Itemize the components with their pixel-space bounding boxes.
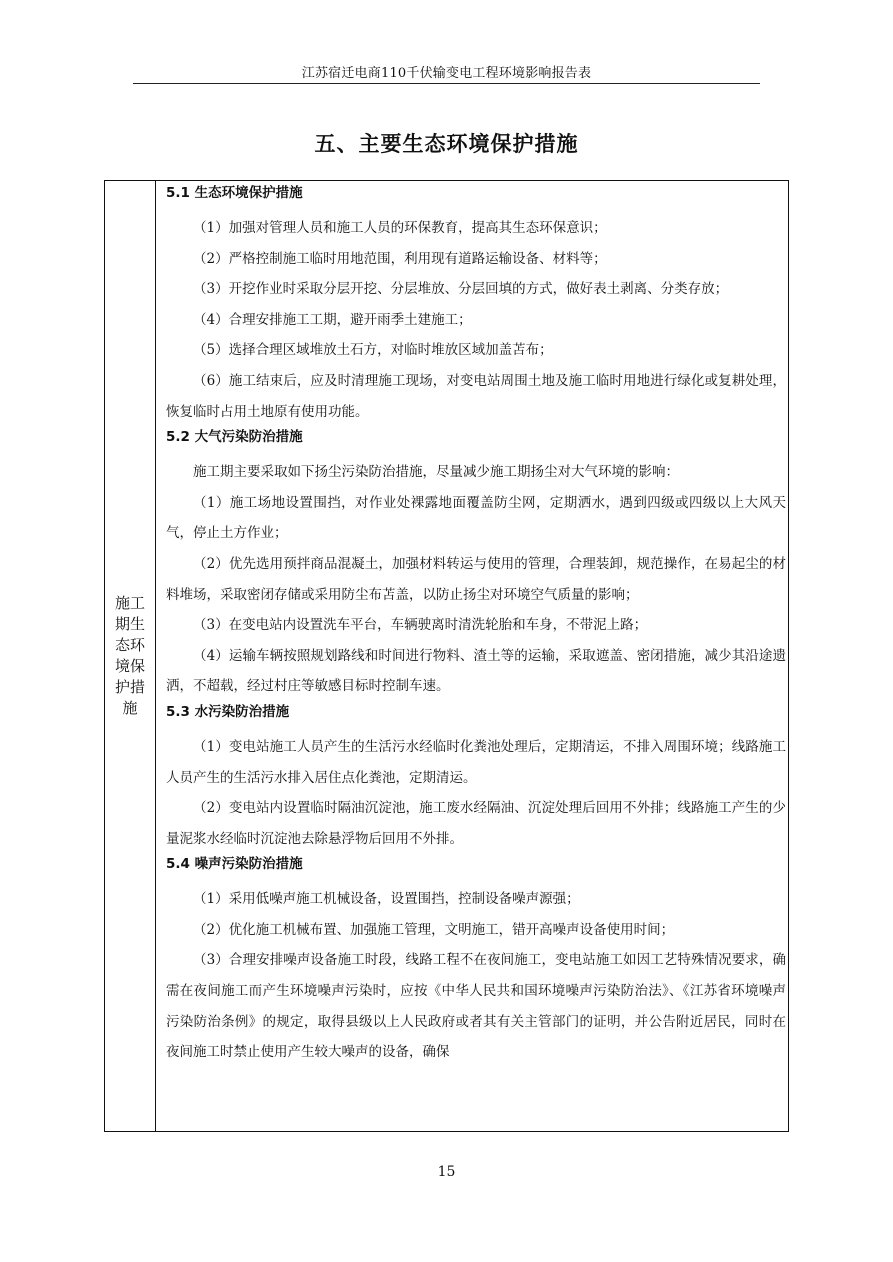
paragraph: （3）开挖作业时采取分层开挖、分层堆放、分层回填的方式，做好表土剥离、分类存放； [193, 281, 729, 298]
paragraph: （5）选择合理区域堆放土石方，对临时堆放区域加盖苫布； [193, 342, 553, 359]
subsection-heading: 5.2 大气污染防治措施 [166, 429, 303, 446]
paragraph: （4）运输车辆按照规划路线和时间进行物料、渣土等的运输，采取遮盖、密闭措施，减少其沿途遗洒，不超载，经过村庄等敏感目标时控制车速。 [166, 647, 786, 695]
paragraph: （2）严格控制施工临时用地范围，利用现有道路运输设备、材料等； [193, 250, 607, 267]
subsection-heading: 5.4 噪声污染防治措施 [166, 856, 303, 873]
header-divider [133, 83, 760, 84]
measures-table [104, 180, 789, 1132]
measures-content [166, 183, 786, 1068]
paragraph: （2）变电站内设置临时隔油沉淀池，施工废水经隔油、沉淀处理后回用不外排；线路施工产生的少量泥浆水经临时沉淀池去除悬浮物后回用不外排。 [166, 800, 786, 847]
row-label-cell [105, 181, 156, 1131]
section-title: 五、主要生态环境保护措施 [314, 132, 579, 156]
running-header: 江苏宿迁电商110千伏输变电工程环境影响报告表 [301, 66, 592, 81]
paragraph: （1）加强对管理人员和施工人员的环保教育，提高其生态环保意识； [193, 220, 607, 236]
paragraph: （3）在变电站内设置洗车平台，车辆驶离时清洗轮胎和车身，不带泥上路； [193, 617, 648, 634]
paragraph: （3）合理安排噪声设备施工时段，线路工程不在夜间施工，变电站施工如因工艺特殊情况要求，确需在夜间施工而产生环境噪声污染时，应按《中华人民共和国环境噪声污染防治法》、《江苏省环境噪声污染防治条例》的规定，取得县级以上人民政府或者其有关主管部门的证明，并公告附近居民，同时在夜间施工时禁止使用产生较大噪声的设备，确保 [166, 952, 786, 1061]
paragraph: （1）施工场地设置围挡，对作业处裸露地面覆盖防尘网，定期洒水，遇到四级或四级以上大风天气，停止土方作业； [166, 494, 786, 542]
paragraph: （1）变电站施工人员产生的生活污水经临时化粪池处理后，定期清运，不排入周围环境；线路施工人员产生的生活污水排入居住点化粪池，定期清运。 [166, 738, 786, 786]
paragraph: 施工期主要采取如下扬尘污染防治措施，尽量减少施工期扬尘对大气环境的影响： [193, 464, 679, 481]
paragraph: （4）合理安排施工工期，避开雨季土建施工； [193, 311, 472, 328]
paragraph: （2）优化施工机械布置、加强施工管理，文明施工，错开高噪声设备使用时间； [193, 921, 675, 938]
paragraph: （1）采用低噪声施工机械设备，设置围挡，控制设备噪声源强； [193, 891, 580, 908]
row-label: 施工期生态环境保护措施 [114, 594, 145, 717]
paragraph: （6）施工结束后，应及时清理施工现场，对变电站周围土地及施工临时用地进行绿化或复耕处理，恢复临时占用土地原有使用功能。 [166, 372, 786, 420]
subsection-heading: 5.3 水污染防治措施 [166, 703, 290, 720]
page-number: 15 [437, 1164, 456, 1180]
subsection-heading: 5.1 生态环境保护措施 [166, 185, 303, 201]
paragraph: （2）优先选用预拌商品混凝土，加强材料转运与使用的管理，合理装卸，规范操作，在易起尘的材料堆场，采取密闭存储或采用防尘布苫盖，以防止扬尘对环境空气质量的影响； [166, 555, 786, 603]
